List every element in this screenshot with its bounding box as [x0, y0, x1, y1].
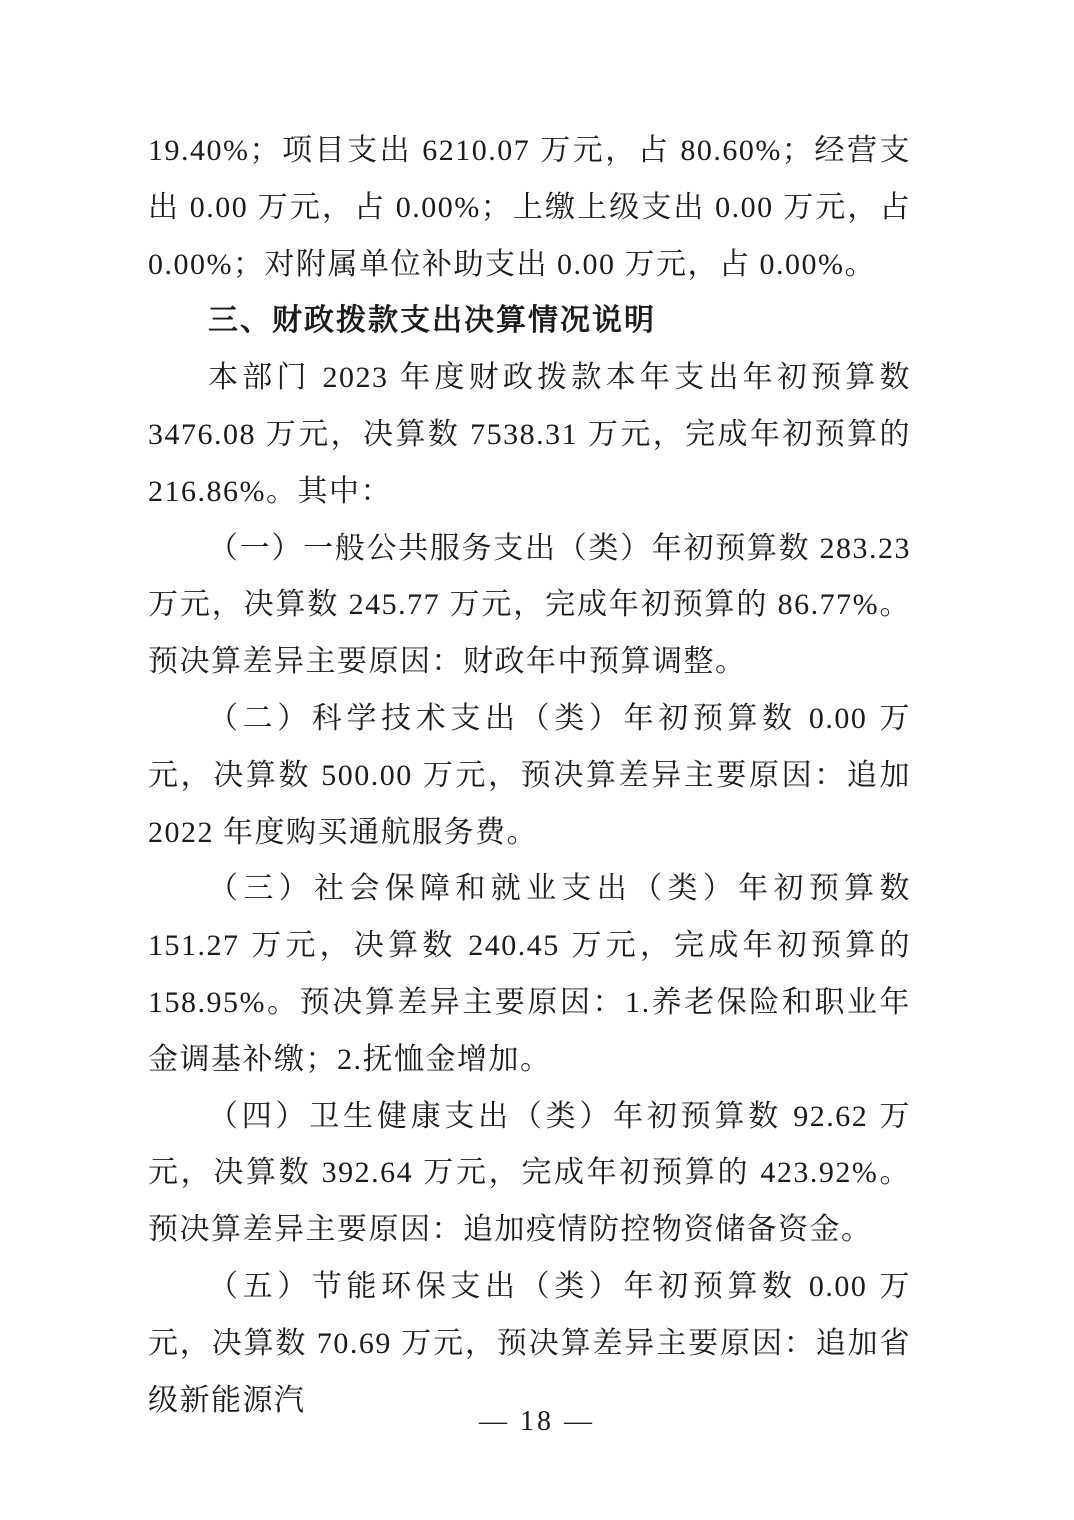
- document-body: [148, 123, 911, 1429]
- paragraph: 19.40%；项目支出 6210.07 万元，占 80.60%；经营支出 0.00 万元，占 0.00%；上缴上级支出 0.00 万元，占 0.00%；对附属单位补助支出 0.00 万元，占 0.00%。: [148, 134, 911, 281]
- section-heading: 三、财政拨款支出决算情况说明: [208, 304, 656, 338]
- paragraph: （五）节能环保支出（类）年初预算数 0.00 万元，决算数 70.69 万元，预决算差异主要原因：追加省级新能源汽: [148, 1269, 911, 1417]
- page-number-footer: — 18 —: [479, 1406, 595, 1437]
- paragraph: （二）科学技术支出（类）年初预算数 0.00 万元，决算数 500.00 万元，预决算差异主要原因：追加 2022 年度购买通航服务费。: [148, 701, 911, 849]
- paragraph: 本部门 2023 年度财政拨款本年支出年初预算数 3476.08 万元，决算数 7538.31 万元，完成年初预算的 216.86%。其中：: [148, 361, 911, 508]
- paragraph: （四）卫生健康支出（类）年初预算数 92.62 万元，决算数 392.64 万元，完成年初预算的 423.92%。预决算差异主要原因：追加疫情防控物资储备资金。: [148, 1099, 911, 1247]
- paragraph: （三）社会保障和就业支出（类）年初预算数 151.27 万元，决算数 240.45 万元，完成年初预算的 158.95%。预决算差异主要原因：1.养老保险和职业年金调基补缴；2.抚恤金增加。: [148, 872, 911, 1076]
- paragraph: （一）一般公共服务支出（类）年初预算数 283.23 万元，决算数 245.77 万元，完成年初预算的 86.77%。预决算差异主要原因：财政年中预算调整。: [148, 531, 911, 679]
